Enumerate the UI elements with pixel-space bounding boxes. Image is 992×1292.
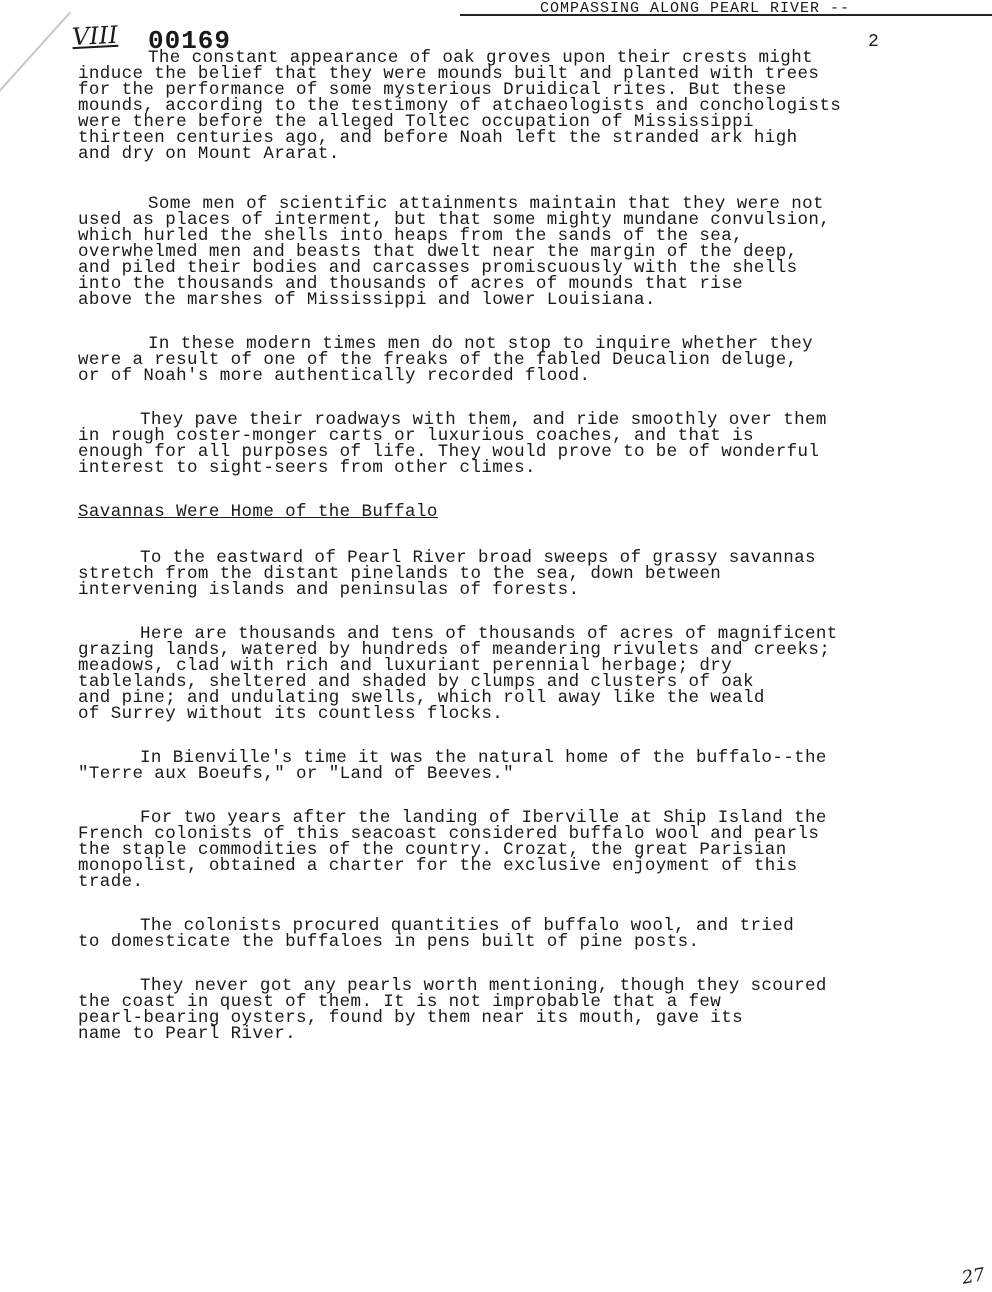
- corner-annotation: 27: [960, 1264, 987, 1289]
- document-number: 00169: [148, 26, 232, 56]
- paragraph: The colonists procured quantities of buffalo wool, and tried to domesticate the buffaloes in pens built of pine posts.: [78, 916, 795, 952]
- folder-mark: VIII: [71, 20, 119, 52]
- paragraph: For two years after the landing of Iberville at Ship Island the French colonists of this seacoast considered buffalo wool and pearls the staple commodities of the country. Crozat, the great Parisian monopolist, obtained a charter for the exclusive enjoyment of this trade.: [78, 808, 827, 892]
- paragraph: Here are thousands and tens of thousands of acres of magnificent grazing lands, watered by hundreds of meandering rivulets and creeks; meadows, clad with rich and luxuriant perennial herbage; dry tablelands, sheltered and shaded by clumps and clusters of oak and pine; and undulating swells, which roll away like the weald of Surrey without its countless flocks.: [78, 624, 838, 724]
- paragraph: The constant appearance of oak groves upon their crests might induce the belief that they were mounds built and planted with trees for the performance of some mysterious Druidical rites. But these mounds, according to the testimony of atchaeologists and conchologists were there before the alleged Toltec occupation of Mississippi thirteen centuries ago, and before Noah left the stranded ark high and dry on Mount Ararat.: [78, 48, 842, 164]
- paragraph: Some men of scientific attainments maintain that they were not used as places of interment, but that some mighty mundane convulsion, which hurled the shells into heaps from the sands of the sea, overwhelmed men and beasts that dwelt near the margin of the deep, and piled their bodies and carcasses promiscuously with the shells into the thousands and thousands of acres of mounds that rise above the marshes of Mississippi and lower Louisiana.: [78, 194, 831, 310]
- paragraph: They pave their roadways with them, and ride smoothly over them in rough coster-monger carts or luxurious coaches, and that is enough for all purposes of life. They would prove to be of wonderful interest to sight-seers from other climes.: [78, 410, 827, 478]
- page-number: 2: [868, 32, 879, 52]
- paragraph: To the eastward of Pearl River broad sweeps of grassy savannas stretch from the distant pinelands to the sea, down between intervening islands and peninsulas of forests.: [78, 548, 816, 600]
- section-heading: Savannas Were Home of the Buffalo: [78, 502, 438, 522]
- paragraph: They never got any pearls worth mentioning, though they scoured the coast in quest of them. It is not improbable that a few pearl-bearing oysters, found by them near its mouth, gave its name to Pearl River.: [78, 976, 827, 1044]
- paragraph: In these modern times men do not stop to inquire whether they were a result of one of the freaks of the fabled Deucalion deluge, or of Noah's more authentically recorded flood.: [78, 334, 814, 386]
- running-head: COMPASSING ALONG PEARL RIVER --: [540, 0, 851, 17]
- page-corner-fold: [0, 12, 71, 103]
- body-text: [78, 50, 938, 1070]
- paragraph: In Bienville's time it was the natural home of the buffalo--the "Terre aux Boeufs," or "Land of Beeves.": [78, 748, 827, 784]
